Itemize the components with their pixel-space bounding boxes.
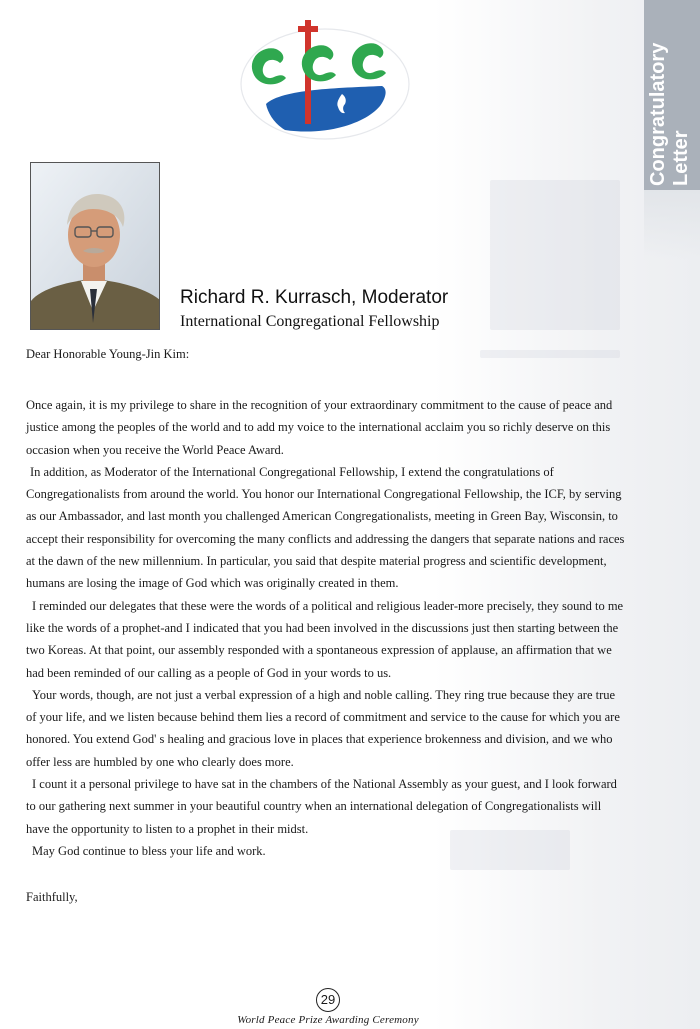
- author-portrait-photo: [30, 162, 160, 330]
- letter-salutation: Dear Honorable Young-Jin Kim:: [26, 347, 190, 361]
- ccc-ship-cross-logo-icon: [230, 14, 420, 146]
- letter-paragraph: Your words, though, are not just a verbal expression of a high and noble calling. They ring true because they are true of your life, and we listen because behind them lies a record of commitment and service to the cause for which you are honored. You extend God' s healing and gracious love in places that experience brokenness and division, and we who offer less are humbled by one who clearly does more.: [26, 687, 620, 769]
- letter-paragraph: In addition, as Moderator of the International Congregational Fellowship, I extend the congratulations of Congregationalists from around the world. You honor our International Congregational Fellowship, the ICF, by serving as our Ambassador, and last month you challenged American Congregationalists, meeting in Green Bay, Wisconsin, to accept their responsibility for overcoming the many conflicts and addressing the dangers that separate nations and races at the dawn of the new millennium. In particular, you said that despite material progress and scientific development, humans are losing the image of God which was originally created in them.: [26, 464, 625, 591]
- portrait-photo: [31, 163, 160, 330]
- section-tab-line2: Letter: [670, 130, 692, 186]
- section-tab-shadow: [644, 190, 700, 260]
- show-through-block: [480, 350, 620, 358]
- letter-paragraph: I count it a personal privilege to have sat in the chambers of the National Assembly as your guest, and I look forward to our gathering next summer in your beautiful country when an international delegation of Congregationalists will have the opportunity to listen to a prophet in their midst.: [26, 777, 617, 836]
- author-organization: International Congregational Fellowship: [180, 313, 440, 330]
- letter-closing: Faithfully,: [26, 890, 78, 904]
- author-name: Richard R. Kurrasch, Moderator: [180, 287, 449, 308]
- show-through-block: [490, 180, 620, 330]
- page-number: 29: [316, 988, 340, 1012]
- footer-title: World Peace Prize Awarding Ceremony: [237, 1014, 419, 1026]
- letter-paragraph: May God continue to bless your life and work.: [32, 843, 266, 858]
- letter-body: [26, 394, 626, 862]
- section-tab: [644, 0, 700, 190]
- letter-paragraph: Once again, it is my privilege to share in the recognition of your extraordinary commitment to the cause of peace and justice among the peoples of the world and to add my voice to the international acclaim you so richly deserve on this occasion when you receive the World Peace Award.: [26, 398, 613, 457]
- letter-paragraph: I reminded our delegates that these were the words of a political and religious leader-more precisely, they sound to me like the words of a prophet-and I indicated that you had been involved in the discussions just then starting between the two Koreas. At that point, our assembly responded with a spontaneous expression of applause, an affirmation that we had been reminded of our calling as a people of God in your words to us.: [26, 598, 624, 680]
- section-tab-line1: Congratulatory: [647, 42, 669, 186]
- section-tab-label: [647, 0, 693, 190]
